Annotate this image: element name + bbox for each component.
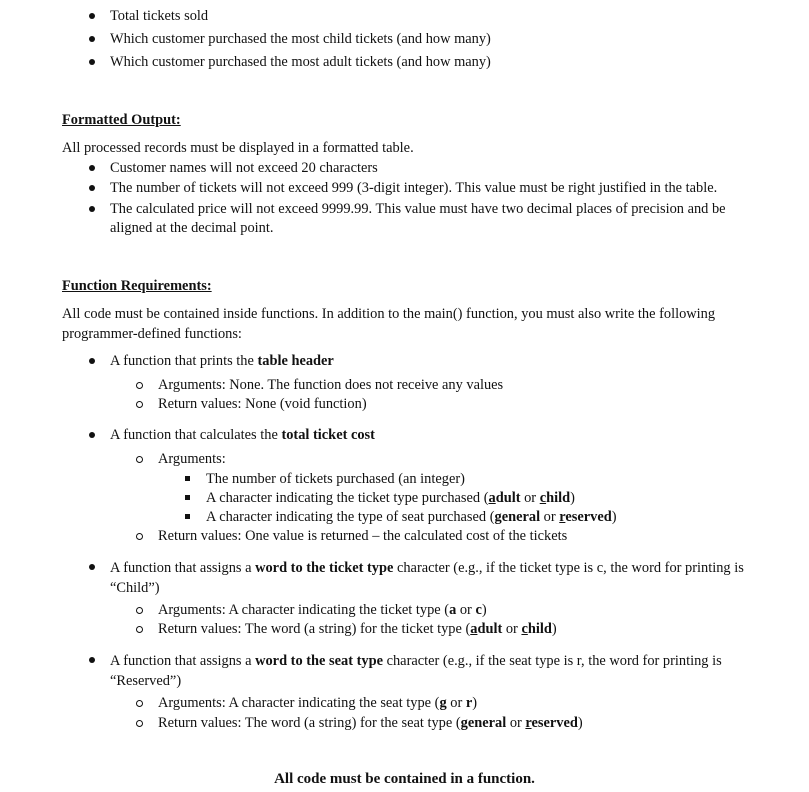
function-requirements-heading: Function Requirements: [62,278,212,294]
square-bullet [185,495,190,500]
function-1-returns: Return values: None (void function) [158,396,367,412]
bullet-dot [89,185,95,191]
formatted-bullet-2: The number of tickets will not exceed 999 (3-digit integer). This value must be right justified in the table. [110,180,718,196]
function-3-returns: Return values: The word (a string) for the ticket type (adult or child) [158,621,557,637]
function-2-arguments: Arguments: [158,451,226,467]
circle-bullet [136,720,143,727]
function-3-arguments: Arguments: A character indicating the ticket type (a or c) [158,602,487,618]
circle-bullet [136,700,143,707]
formatted-bullet-3: The calculated price will not exceed 9999.99. This value must have two decimal places of precision and be aligned at the decimal point. [110,201,726,236]
function-4-description: A function that assigns a word to the seat type character (e.g., if the seat type is r, the word for printing is “Reserved”) [110,653,722,689]
bullet-dot [89,432,95,438]
square-bullet [185,514,190,519]
function-2-arg-c: A character indicating the type of seat purchased (general or reserved) [206,509,617,525]
bullet-dot [89,657,95,663]
function-2-arg-b: A character indicating the ticket type purchased (adult or child) [206,490,575,506]
formatted-output-intro: All processed records must be displayed in a formatted table. [62,140,414,156]
function-2-arg-a: The number of tickets purchased (an integer) [206,471,465,487]
circle-bullet [136,533,143,540]
bullet-dot [89,59,95,65]
function-requirements-intro: All code must be contained inside functions. In addition to the main() function, you must also write the following programmer-defined functions: [62,306,716,342]
footer-note: All code must be contained in a function. [274,771,535,787]
circle-bullet [136,401,143,408]
circle-bullet [136,382,143,389]
top-bullet-2: Which customer purchased the most child tickets (and how many) [110,31,491,47]
circle-bullet [136,607,143,614]
top-bullet-3: Which customer purchased the most adult tickets (and how many) [110,54,491,70]
function-4-arguments: Arguments: A character indicating the seat type (g or r) [158,695,478,711]
formatted-bullet-1: Customer names will not exceed 20 characters [110,160,378,176]
circle-bullet [136,626,143,633]
bullet-dot [89,165,95,171]
bullet-dot [89,13,95,19]
function-1-description: A function that prints the table header [110,353,334,369]
function-4-returns: Return values: The word (a string) for the seat type (general or reserved) [158,715,583,731]
circle-bullet [136,456,143,463]
bullet-dot [89,36,95,42]
bullet-dot [89,564,95,570]
function-1-arguments: Arguments: None. The function does not receive any values [158,377,504,393]
formatted-output-heading: Formatted Output: [62,112,181,128]
function-3-description: A function that assigns a word to the ticket type character (e.g., if the ticket type is c, the word for printing is “Child”) [110,560,744,596]
function-2-returns: Return values: One value is returned – the calculated cost of the tickets [158,528,568,544]
bullet-dot [89,206,95,212]
top-bullet-1: Total tickets sold [110,8,209,24]
bullet-dot [89,358,95,364]
function-2-description: A function that calculates the total ticket cost [110,427,375,443]
square-bullet [185,476,190,481]
